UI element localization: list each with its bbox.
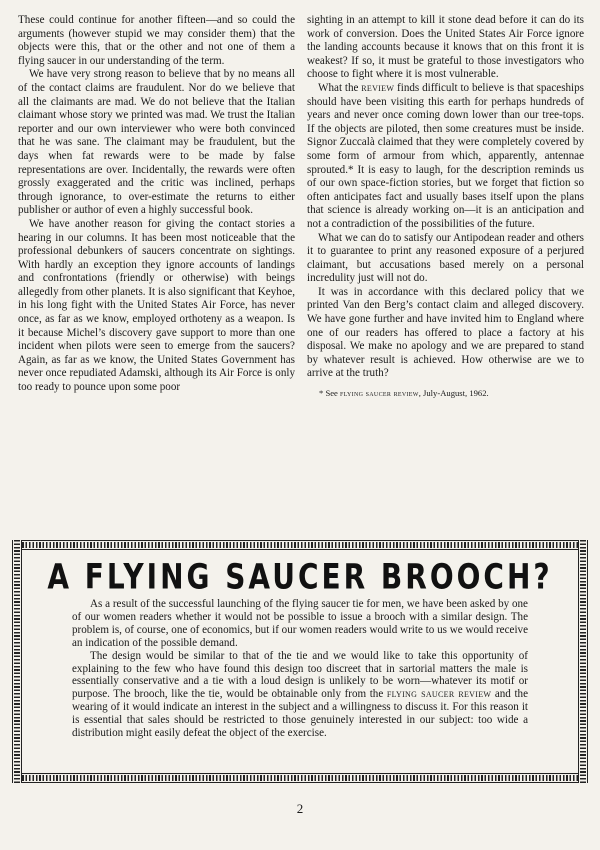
brooch-magazine-name: flying saucer review <box>386 688 492 701</box>
right-paragraph-1: sighting in an attempt to kill it stone dead before it can do its work of conversion. Does the United States Air Force ignore the landing accounts because it knows that on this front it is weakest? If so, it must be grateful to those investigators who choose to fight where it is most vulnerable. <box>307 14 584 81</box>
brooch-paragraph-2 <box>72 650 528 740</box>
left-column <box>18 14 295 514</box>
review-smallcaps: review <box>361 81 395 94</box>
footnote <box>307 387 584 401</box>
footnote-magazine: flying saucer review <box>340 388 419 399</box>
article-columns <box>18 14 584 514</box>
brooch-heading: A FLYING SAUCER BROOCH? <box>47 556 553 598</box>
brooch-paragraph-2-start: The design would be similar to that of the tie and we would like to take this opportunity of explaining to the few who have found this design too discreet that in sartorial matters the male is essentially conservative and a tie with a loud design is unlikely to be worn—whatever its motif or purpose. The brooch, like the tie, would be obtainable only from the <box>72 649 528 701</box>
brooch-paragraph-2-end: and the wearing of it would indicate an interest in the subject and a willingness to discuss it. For this reason it is essential that sales should be restricted to those genuinely interested in our subject: too wide a distribution might easily defeat the object of the exercise. <box>72 688 528 740</box>
page-number: 2 <box>296 801 304 816</box>
left-paragraph-1: These could continue for another fifteen—and so could the arguments (however stupid we may consider them) that the objects were this, that or the other and not one of them a flying saucer in our understanding of the term. <box>18 14 295 67</box>
brooch-body <box>72 598 528 740</box>
footnote-end: , July-August, 1962. <box>418 388 489 399</box>
right-paragraph-4: It was in accordance with this declared policy that we printed Van den Berg’s contact claim and alleged discovery. We have gone further and have invited him to England where one of our readers has offered to place a factory at his disposal. We make no apology and we are prepared to stand by whatever result is achieved. How otherwise are we to arrive at the truth? <box>307 285 584 380</box>
right-column <box>307 14 584 514</box>
brooch-paragraph-1: As a result of the successful launching of the flying saucer tie for men, we have been asked by one of our women readers whether it would not be possible to issue a brooch with a similar design. The problem is, of course, one of economics, but if our women readers would write to us we would receive an indication of the possible demand. <box>72 598 528 649</box>
right-paragraph-2-rest: finds difficult to believe is that spaceships should have been visiting this earth for perhaps hundreds of years and never once coming down lower than our tree-tops. If the objects are piloted, then some creatures must be inside. Signor Zuccalà claimed that they were completely covered by some form of armour from which, apparently, antennae sprouted.* It is easy to laugh, for the description reminds us of our own space-fiction stories, but we forget that fiction so often anticipates fact and usually bases itself upon the plans that science is already working on—it is an anticipation and not a contradiction of the possibilities of the future. <box>307 81 584 230</box>
ornamental-border-bottom <box>12 773 588 783</box>
right-paragraph-2-start: What the <box>318 81 362 94</box>
brooch-announcement-box <box>12 540 588 783</box>
footnote-start: * See <box>319 388 341 399</box>
right-paragraph-2 <box>307 82 584 232</box>
left-paragraph-3: We have another reason for giving the contact stories a hearing in our columns. It has been most noticeable that the professional debunkers of saucers concentrate on sightings. With hardly an exception they ignore accounts of landings and confrontations (friendly or otherwise) with beings allegedly from other planets. It is also significant that Keyhoe, in his long fight with the United States Air Force, has never once, as far as we know, employed orthoteny as a weapon. Is it because Michel’s discovery gave support to more than one incident when pilots were seen to emerge from the saucers? Again, as far as we know, the United States Government has never once repudiated Adamski, although its Air Force is only too ready to pounce upon some poor <box>18 217 295 394</box>
right-paragraph-3: What we can do to satisfy our Antipodean reader and others it to guarantee to print any reasoned exposure of a perjured claimant, but accusations based merely on a personal incredulity just will not do. <box>307 231 584 285</box>
left-paragraph-2: We have very strong reason to believe that by no means all of the contact claims are fraudulent. Nor do we believe that all the claimants are mad. We do not believe that the Italian claimant whose story we printed was mad. We trust the Italian reporter and our own interviewer who were both convinced that he was sane. The claimant may be fraudulent, but the days when fat rewards were to be made by false representations are over. Incidentally, the rewards were often grossly exaggerated and the critic was inclined, perhaps through ignorance, to over-estimate the returns to either publisher or author of even a highly successful book. <box>18 68 295 217</box>
ornamental-border-top <box>12 540 588 550</box>
